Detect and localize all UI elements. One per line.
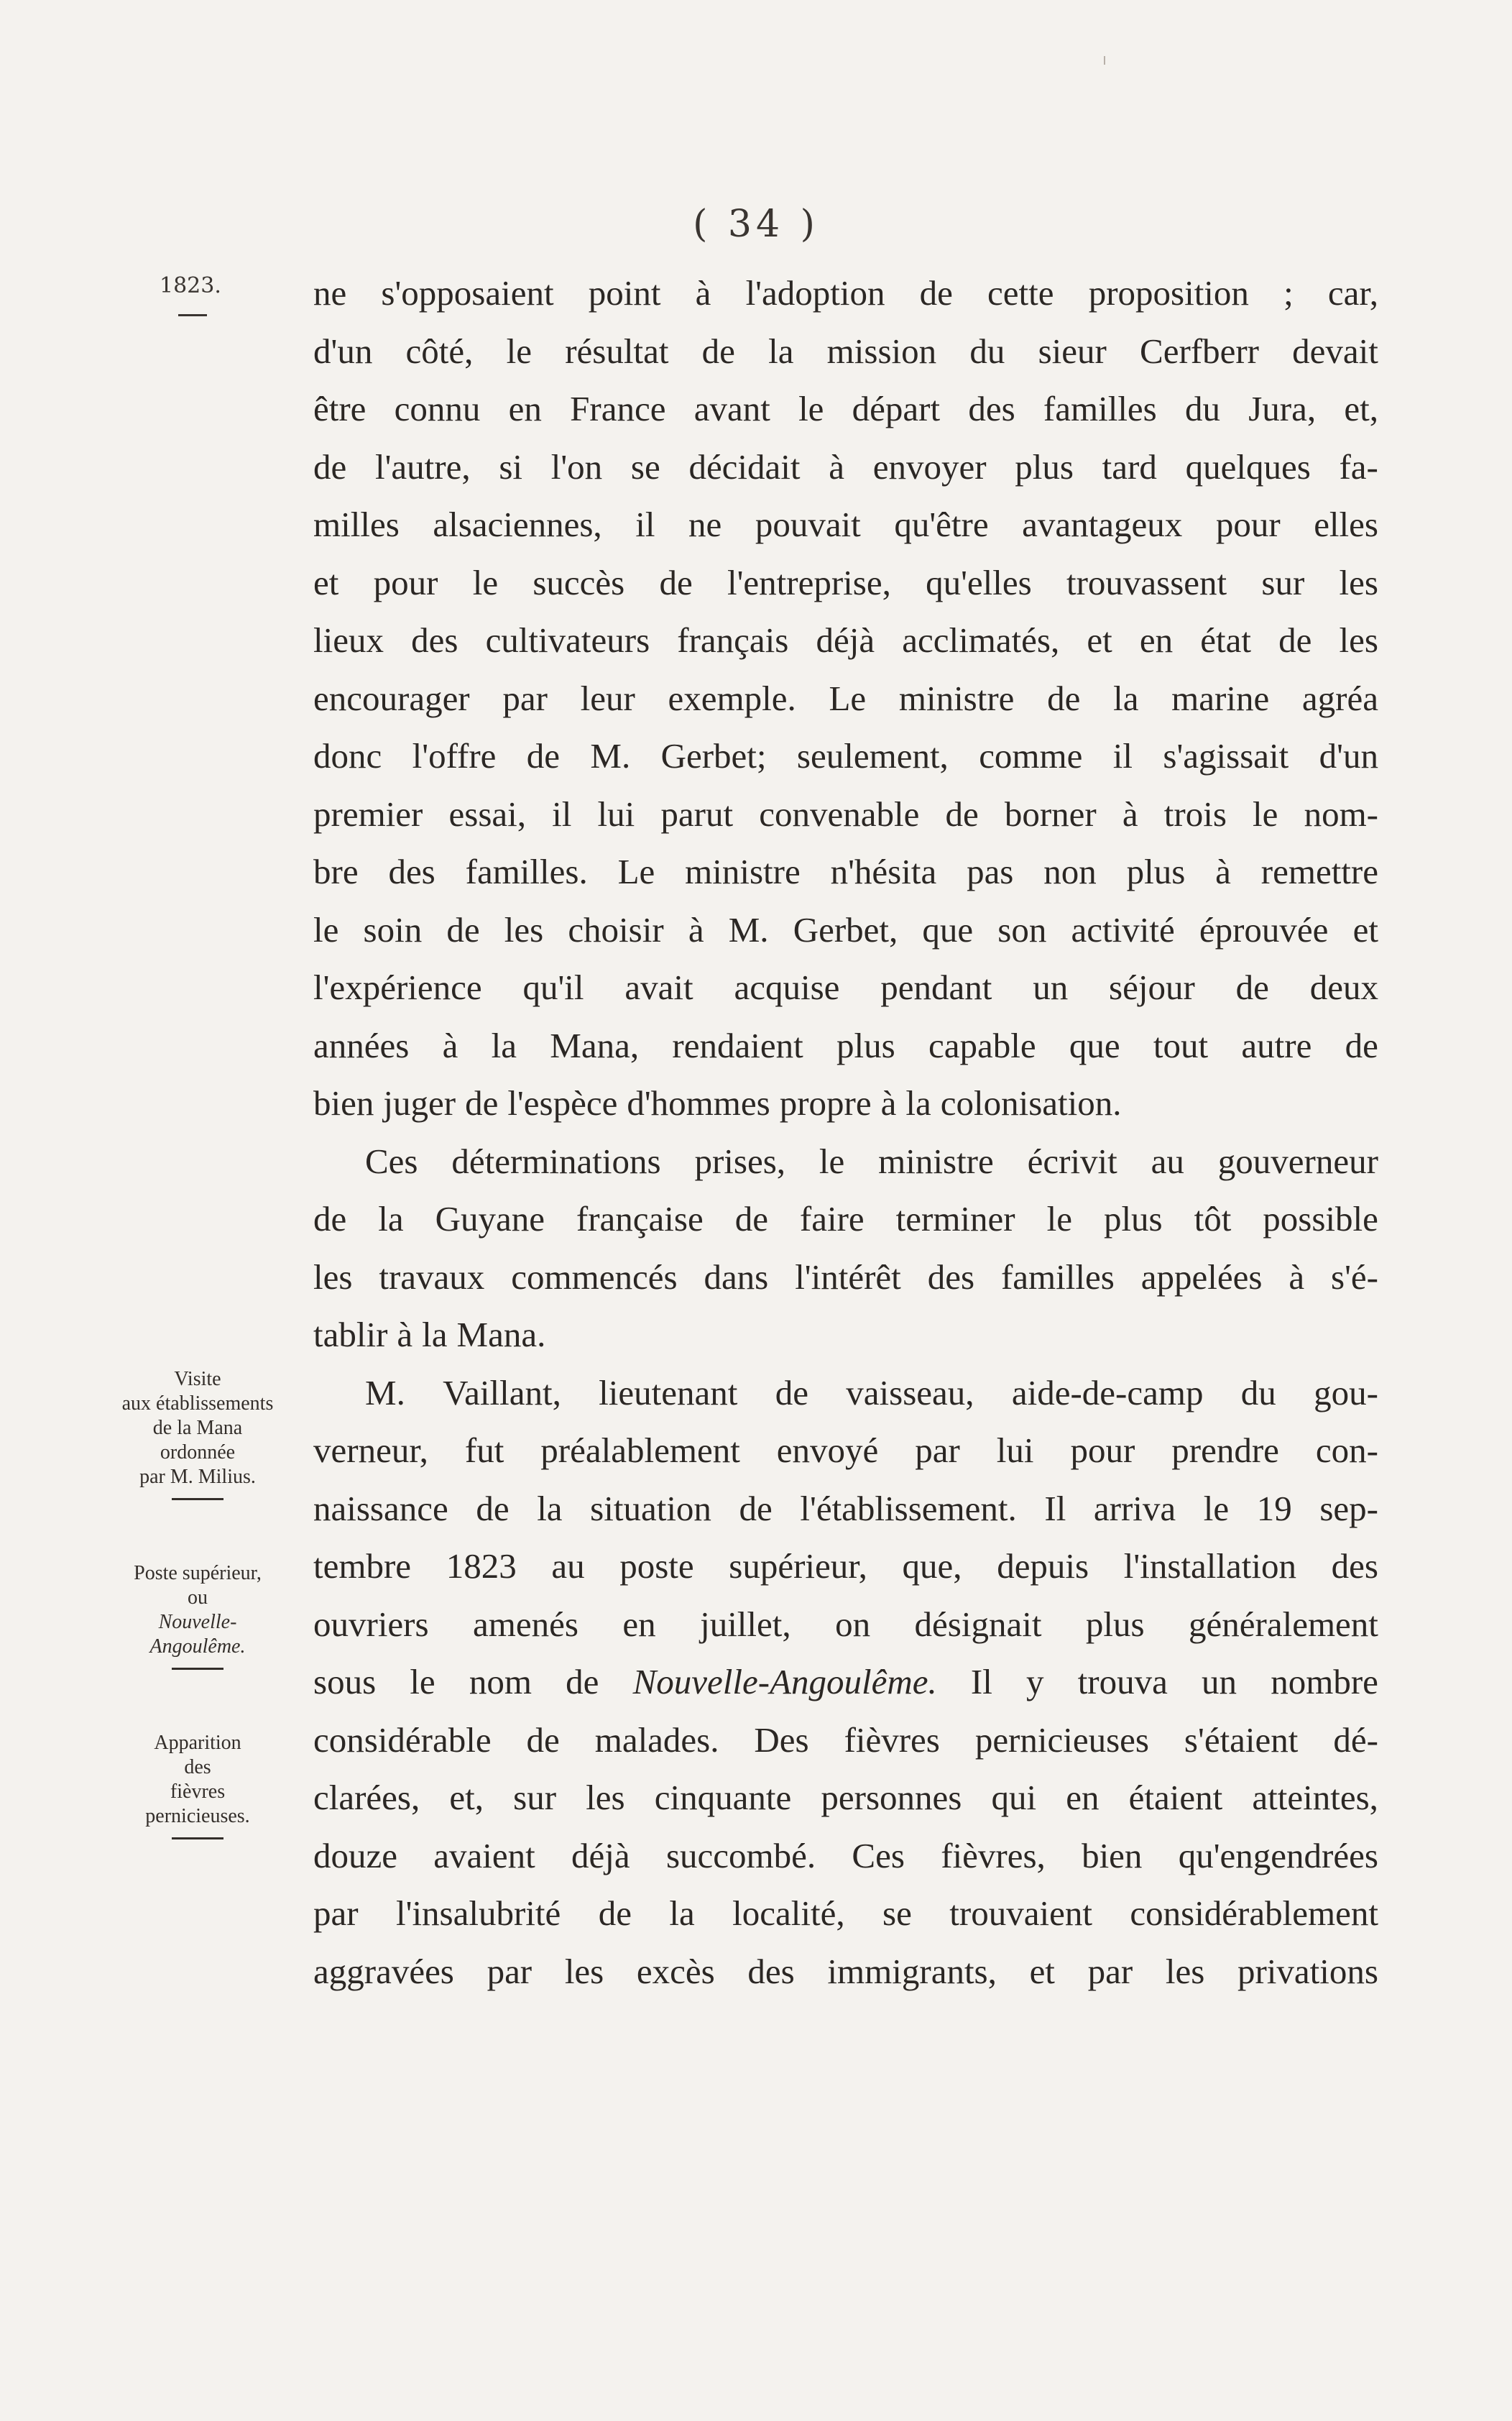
body-line: verneur, fut préalablement envoyé par lui pour prendre con- (313, 1430, 1378, 1470)
body-line: bien juger de l'espèce d'hommes propre à la colonisation. (313, 1083, 1122, 1123)
body-line: et pour le succès de l'entreprise, qu'elles trouvassent sur les (313, 562, 1378, 602)
body-line: le soin de les choisir à M. Gerbet, que son activité éprouvée et (313, 909, 1378, 950)
margin-note-poste (86, 1561, 309, 1670)
body-line: sous le nom de Nouvelle-Angoulême. Il y trouva un nombre (313, 1662, 1378, 1701)
body-line: considérable de malades. Des fièvres pernicieuses s'étaient dé- (313, 1719, 1378, 1760)
body-line: de la Guyane française de faire terminer le plus tôt possible (313, 1199, 1378, 1239)
body-line: premier essai, il lui parut convenable de borner à trois le nom- (313, 794, 1378, 834)
margin-year-rule (178, 314, 207, 316)
body-text (313, 265, 1378, 2000)
body-line: naissance de la situation de l'établissement. Il arriva le 19 sep- (313, 1488, 1378, 1528)
body-line: ne s'opposaient point à l'adoption de cette proposition ; car, (313, 273, 1378, 313)
body-line: de l'autre, si l'on se décidait à envoyer plus tard quelques fa- (313, 446, 1378, 487)
margin-note-line: Poste supérieur, (134, 1562, 262, 1584)
paper-mark (1104, 56, 1105, 65)
margin-note-line: de la Mana (152, 1417, 243, 1439)
margin-note-line: Visite (174, 1368, 221, 1390)
body-line: M. Vaillant, lieutenant de vaisseau, aide-de-camp du gou- (365, 1372, 1378, 1412)
margin-note-line: Angoulême. (149, 1635, 246, 1658)
margin-note-line: par M. Milius. (139, 1466, 256, 1488)
body-line: ouvriers amenés en juillet, on désignait plus généralement (313, 1604, 1378, 1644)
body-line: bre des familles. Le ministre n'hésita pas non plus à remettre (313, 852, 1378, 891)
body-line: par l'insalubrité de la localité, se trouvaient considérablement (313, 1893, 1378, 1933)
margin-note-line: des (184, 1756, 211, 1778)
body-line: être connu en France avant le départ des familles du Jura, et, (313, 389, 1378, 428)
margin-year: 1823. (160, 273, 221, 298)
margin-rule (172, 1668, 223, 1670)
body-line: milles alsaciennes, il ne pouvait qu'être avantageux pour elles (313, 505, 1378, 544)
body-line: tablir à la Mana. (313, 1315, 546, 1354)
margin-note-line: Apparition (154, 1732, 241, 1754)
body-line: années à la Mana, rendaient plus capable que tout autre de (313, 1025, 1378, 1065)
margin-note-line: Nouvelle- (158, 1611, 237, 1633)
margin-note-visite (86, 1367, 309, 1500)
body-line: aggravées par les excès des immigrants, et par les privations (313, 1951, 1378, 1991)
margin-rule (172, 1498, 223, 1500)
margin-note-line: pernicieuses. (145, 1805, 250, 1827)
body-line: Ces déterminations prises, le ministre écrivit au gouverneur (365, 1141, 1378, 1181)
margin-rule (172, 1837, 223, 1839)
margin-note-line: ou (188, 1586, 208, 1609)
body-line: douze avaient déjà succombé. Ces fièvres, bien qu'engendrées (313, 1835, 1378, 1875)
margin-note-line: ordonnée (160, 1441, 236, 1464)
page-number: ( 34 ) (693, 203, 819, 246)
body-line: d'un côté, le résultat de la mission du sieur Cerfberr devait (313, 331, 1378, 371)
body-line: tembre 1823 au poste supérieur, que, depuis l'installation des (313, 1546, 1378, 1586)
margin-note-line: aux établissements (121, 1392, 274, 1415)
body-line: donc l'offre de M. Gerbet; seulement, comme il s'agissait d'un (313, 736, 1378, 776)
margin-note-apparition (86, 1731, 309, 1839)
body-line: l'expérience qu'il avait acquise pendant un séjour de deux (313, 968, 1378, 1007)
body-line: lieux des cultivateurs français déjà acclimatés, et en état de les (313, 620, 1378, 660)
margin-note-line: fièvres (170, 1781, 226, 1803)
body-line: clarées, et, sur les cinquante personnes qui en étaient atteintes, (313, 1778, 1378, 1817)
body-line: encourager par leur exemple. Le ministre de la marine agréa (313, 678, 1378, 718)
body-line: les travaux commencés dans l'intérêt des familles appelées à s'é- (313, 1257, 1378, 1297)
